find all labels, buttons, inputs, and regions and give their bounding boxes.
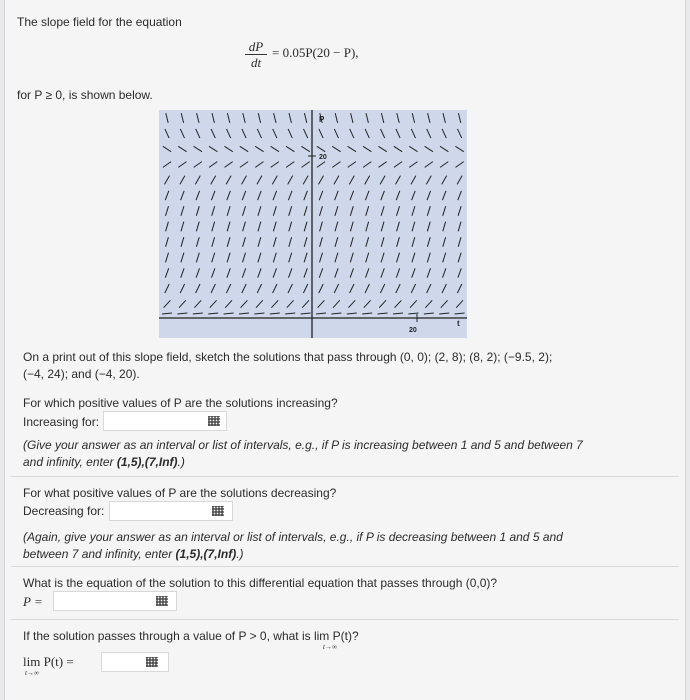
- matrix-entry-icon[interactable]: [212, 506, 224, 516]
- section-divider: [11, 619, 679, 620]
- limit-question-subscript: t→∞: [323, 643, 337, 651]
- slope-field-plot: [159, 110, 467, 338]
- limit-answer-input[interactable]: [101, 652, 169, 672]
- eq-numerator: dP: [245, 40, 267, 55]
- sketch-instructions-line2: (−4, 24); and (−4, 20).: [23, 367, 140, 381]
- increasing-hint-line1: (Give your answer as an interval or list of intervals, e.g., if P is increasing between 1 and 5 and between 7: [23, 438, 583, 452]
- hint-text: between 7 and infinity, enter: [23, 547, 176, 561]
- hint-text: and infinity, enter: [23, 455, 117, 469]
- matrix-entry-icon[interactable]: [156, 596, 168, 606]
- increasing-hint-line2: [23, 454, 185, 471]
- increasing-label: Increasing for:: [23, 415, 100, 429]
- limit-label: lim P(t) =: [23, 654, 74, 669]
- p-tick-label: 20: [319, 154, 327, 161]
- for-text: for P ≥ 0, is shown below.: [17, 88, 153, 102]
- eq-denominator: dt: [250, 55, 262, 70]
- section-divider: [11, 566, 679, 567]
- equation-question: What is the equation of the solution to this differential equation that passes through (0,0)?: [23, 576, 498, 590]
- eq-rhs: = 0.05P(20 − P),: [272, 45, 359, 60]
- matrix-entry-icon[interactable]: [208, 416, 220, 426]
- p-axis-label: P: [319, 115, 325, 124]
- hint-example: (1,5),(7,Inf): [116, 455, 178, 469]
- increasing-question: For which positive values of P are the solutions increasing?: [23, 396, 338, 410]
- decreasing-hint-line2: [23, 546, 244, 563]
- decreasing-label: Decreasing for:: [23, 504, 105, 518]
- equation-label: P =: [23, 594, 43, 609]
- decreasing-hint-line1: (Again, give your answer as an interval or list of intervals, e.g., if P is decreasing between 1 and 5 and: [23, 530, 563, 544]
- section-divider: [11, 476, 679, 477]
- hint-end: .): [236, 547, 244, 561]
- limit-label-subscript: t→∞: [25, 669, 39, 677]
- matrix-entry-icon[interactable]: [146, 657, 158, 667]
- decreasing-question: For what positive values of P are the solutions decreasing?: [23, 486, 337, 500]
- intro-text: The slope field for the equation: [17, 15, 182, 29]
- hint-example: (1,5),(7,Inf): [175, 547, 237, 561]
- t-tick-label: 20: [409, 327, 417, 334]
- hint-end: .): [177, 455, 185, 469]
- plot-background: [159, 110, 467, 338]
- limit-question: If the solution passes through a value of P > 0, what is lim P(t)?: [23, 629, 359, 643]
- t-axis-label: t: [457, 319, 460, 328]
- sketch-instructions-line1: On a print out of this slope field, sketch the solutions that pass through (0, 0); (2, 8); (8, 2); (−9.5, 2);: [23, 350, 553, 364]
- problem-page: [4, 0, 686, 700]
